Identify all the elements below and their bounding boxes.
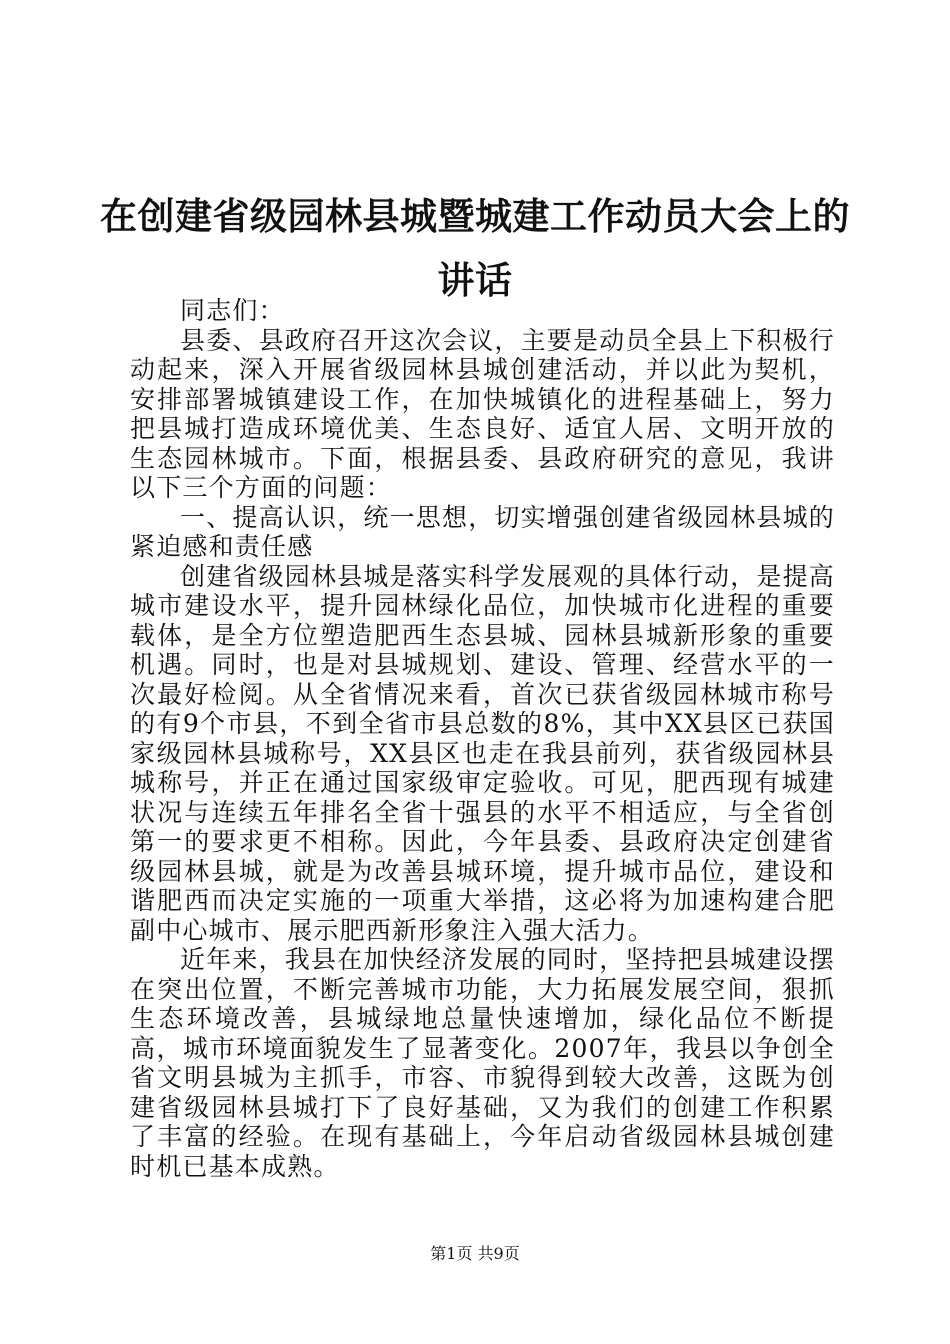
paragraph: 创建省级园林县城是落实科学发展观的具体行动，是提高城市建设水平，提升园林绿化品位，加快城市化进程的重要载体，是全方位塑造肥西生态县城、园林县城新形象的重要机遇。同时，也是对县城规划、建设、管理、经营水平的一次最好检阅。从全省情况来看，首次已获省级园林城市称号的有9个市县，不到全省市县总数的8%，其中XX县区已获国家级园林县城称号，XX县区也走在我县前列，获省级园林县城称号，并正在通过国家级审定验收。可见，肥西现有城建状况与连续五年排名全省十强县的水平不相适应，与全省创第一的要求更不相称。因此，今年县委、县政府决定创建省级园林县城，就是为改善县城环境，提升城市品位，建设和谐肥西而决定实施的一项重大举措，这必将为加速构建合肥副中心城市、展示肥西新形象注入强大活力。 — [130, 561, 836, 945]
paragraph: 县委、县政府召开这次会议，主要是动员全县上下积极行动起来，深入开展省级园林县城创建活动，并以此为契机，安排部署城镇建设工作，在加快城镇化的进程基础上，努力把县城打造成环境优美、生态良好、适宜人居、文明开放的生态园林城市。下面，根据县委、县政府研究的意见，我讲以下三个方面的问题： — [130, 325, 836, 502]
section-heading: 一、提高认识，统一思想，切实增强创建省级园林县城的紧迫感和责任感 — [130, 502, 836, 561]
salutation: 同志们： — [180, 296, 285, 325]
document-body — [130, 296, 835, 1181]
paragraph: 近年来，我县在加快经济发展的同时，坚持把县城建设摆在突出位置，不断完善城市功能，大力拓展发展空间，狠抓生态环境改善，县城绿地总量快速增加，绿化品位不断提高，城市环境面貌发生了显著变化。2007年，我县以争创全省文明县城为主抓手，市容、市貌得到较大改善，这既为创建省级园林县城打下了良好基础，又为我们的创建工作积累了丰富的经验。在现有基础上，今年启动省级园林县城创建时机已基本成熟。 — [130, 945, 836, 1181]
document-title: 在创建省级园林县城暨城建工作动员大会上的讲话 — [100, 194, 850, 302]
page-number-footer: 第1页 共9页 — [430, 1244, 520, 1263]
